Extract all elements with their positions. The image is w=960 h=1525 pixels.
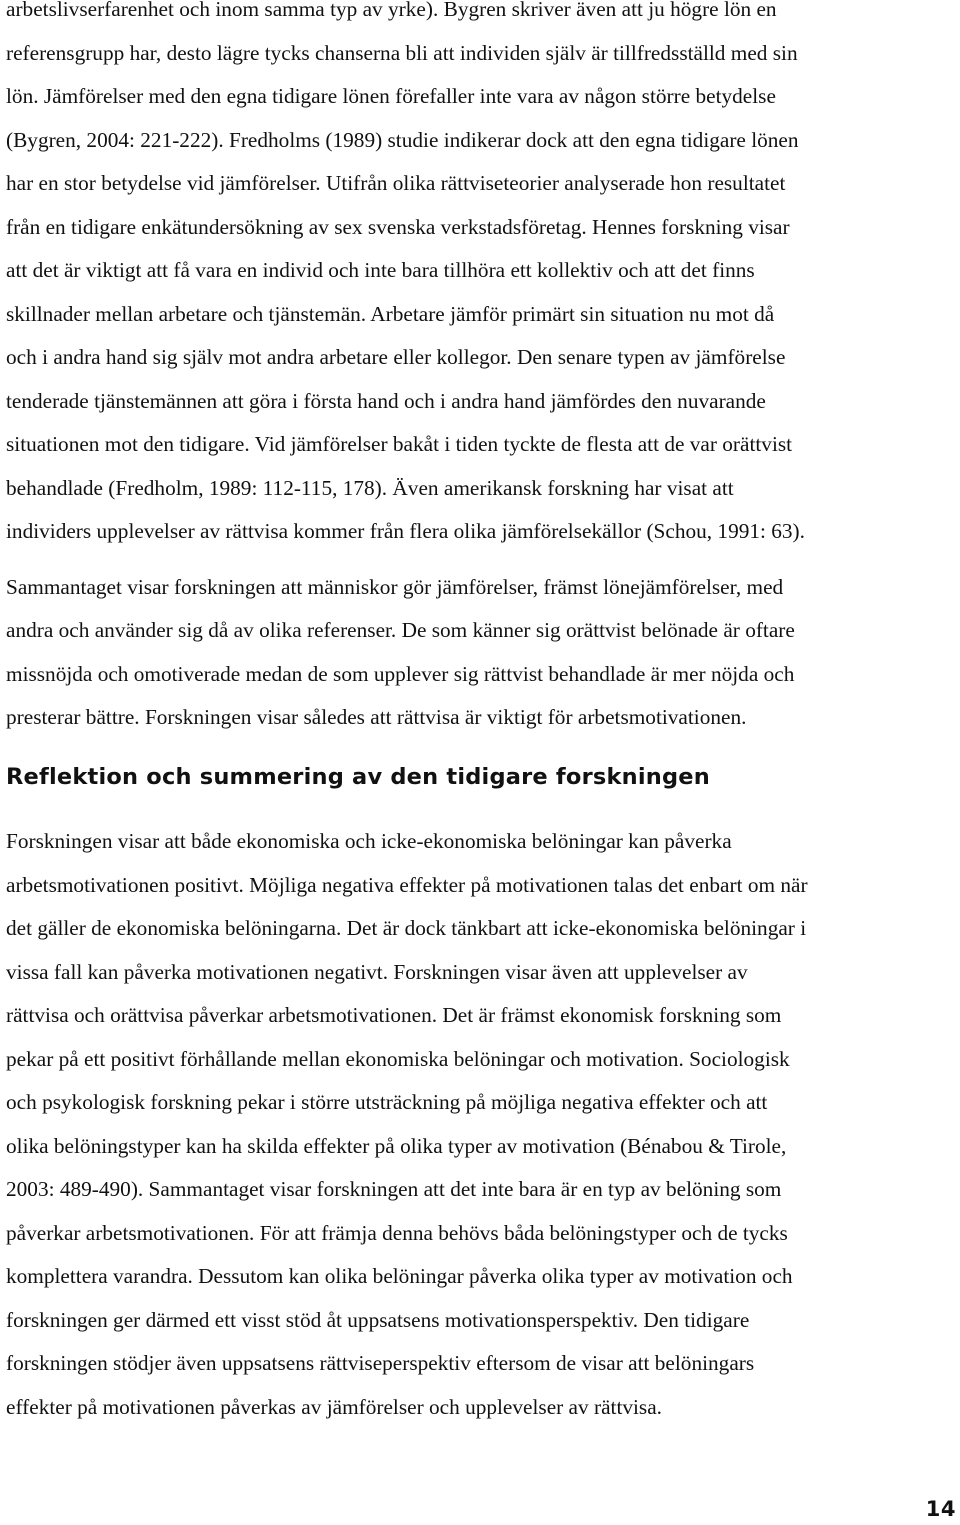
text-line: forskningen ger därmed ett visst stöd åt uppsatsens motivationsperspektiv. Den tidigare — [6, 1307, 750, 1332]
text-line: från en tidigare enkätundersökning av sex svenska verkstadsföretag. Hennes forskning visar — [6, 214, 790, 239]
text-line: referensgrupp har, desto lägre tycks chanserna bli att individen själv är tillfredsställd med sin — [6, 40, 798, 65]
text-line: missnöjda och omotiverade medan de som upplever sig rättvist behandlade är mer nöjda och — [6, 661, 795, 686]
text-line: lön. Jämförelser med den egna tidigare lönen förefaller inte vara av någon större betydelse — [6, 84, 776, 108]
paragraph-3 — [6, 820, 808, 1429]
paragraph-2 — [6, 566, 954, 740]
text-line: och psykologisk forskning pekar i större utsträckning på möjliga negativa effekter och att — [6, 1090, 768, 1114]
text-line: individers upplevelser av rättvisa kommer från flera olika jämförelsekällor (Schou, 1991: 63). — [6, 519, 805, 543]
text-line: situationen mot den tidigare. Vid jämförelser bakåt i tiden tyckte de flesta att de var orättvist — [6, 432, 793, 456]
text-line: rättvisa och orättvisa påverkar arbetsmotivationen. Det är främst ekonomisk forskning som — [6, 1003, 782, 1027]
text-line: påverkar arbetsmotivationen. För att främja denna behövs båda belöningstyper och de tycks — [6, 1220, 788, 1245]
text-line: Forskningen visar att både ekonomiska och icke-ekonomiska belöningar kan påverka — [6, 829, 732, 853]
page-number: 14 — [925, 1497, 956, 1521]
text-line: pekar på ett positivt förhållande mellan ekonomiska belöningar och motivation. Sociologisk — [6, 1046, 790, 1071]
text-line: Sammantaget visar forskningen att människor gör jämförelser, främst lönejämförelser, med — [6, 574, 784, 599]
text-line: arbetslivserfarenhet och inom samma typ av yrke). Bygren skriver även att ju högre lön en — [6, 0, 777, 21]
paragraph-1 — [6, 0, 954, 554]
text-line: att det är viktigt att få vara en individ och inte bara tillhöra ett kollektiv och att det finns — [6, 258, 755, 282]
text-line: det gäller de ekonomiska belöningarna. Det är dock tänkbart att icke-ekonomiska belöningar i — [6, 916, 807, 940]
text-line: olika belöningstyper kan ha skilda effekter på olika typer av motivation (Bénabou & Tirole, — [6, 1133, 787, 1158]
text-line: effekter på motivationen påverkas av jämförelser och upplevelser av rättvisa. — [6, 1394, 662, 1419]
section-heading: Reflektion och summering av den tidigare forskningen — [6, 764, 710, 790]
text-line: (Bygren, 2004: 221-222). Fredholms (1989) studie indikerar dock att den egna tidigare lönen — [6, 127, 799, 152]
text-line: forskningen stödjer även uppsatsens rättviseperspektiv eftersom de visar att belöningars — [6, 1351, 755, 1375]
text-line: tenderade tjänstemännen att göra i första hand och i andra hand jämfördes den nuvarande — [6, 388, 766, 413]
document-page — [6, 0, 954, 1419]
text-line: andra och använder sig då av olika referenser. De som känner sig orättvist belönade är oftare — [6, 618, 795, 642]
text-line: och i andra hand sig själv mot andra arbetare eller kollegor. Den senare typen av jämförelse — [6, 345, 786, 369]
text-line: har en stor betydelse vid jämförelser. Utifrån olika rättviseteorier analyserade hon resultatet — [6, 171, 786, 195]
text-line: vissa fall kan påverka motivationen negativt. Forskningen visar även att upplevelser av — [6, 959, 748, 984]
text-line: skillnader mellan arbetare och tjänstemän. Arbetare jämför primärt sin situation nu mot då — [6, 301, 775, 326]
text-line: arbetsmotivationen positivt. Möjliga negativa effekter på motivationen talas det enbart om när — [6, 872, 808, 897]
text-line: presterar bättre. Forskningen visar således att rättvisa är viktigt för arbetsmotivationen. — [6, 705, 747, 729]
text-line: behandlade (Fredholm, 1989: 112-115, 178). Även amerikansk forskning har visat att — [6, 475, 734, 500]
text-line: 2003: 489-490). Sammantaget visar forskningen att det inte bara är en typ av belöning som — [6, 1177, 782, 1201]
text-line: komplettera varandra. Dessutom kan olika belöningar påverka olika typer av motivation och — [6, 1264, 793, 1288]
